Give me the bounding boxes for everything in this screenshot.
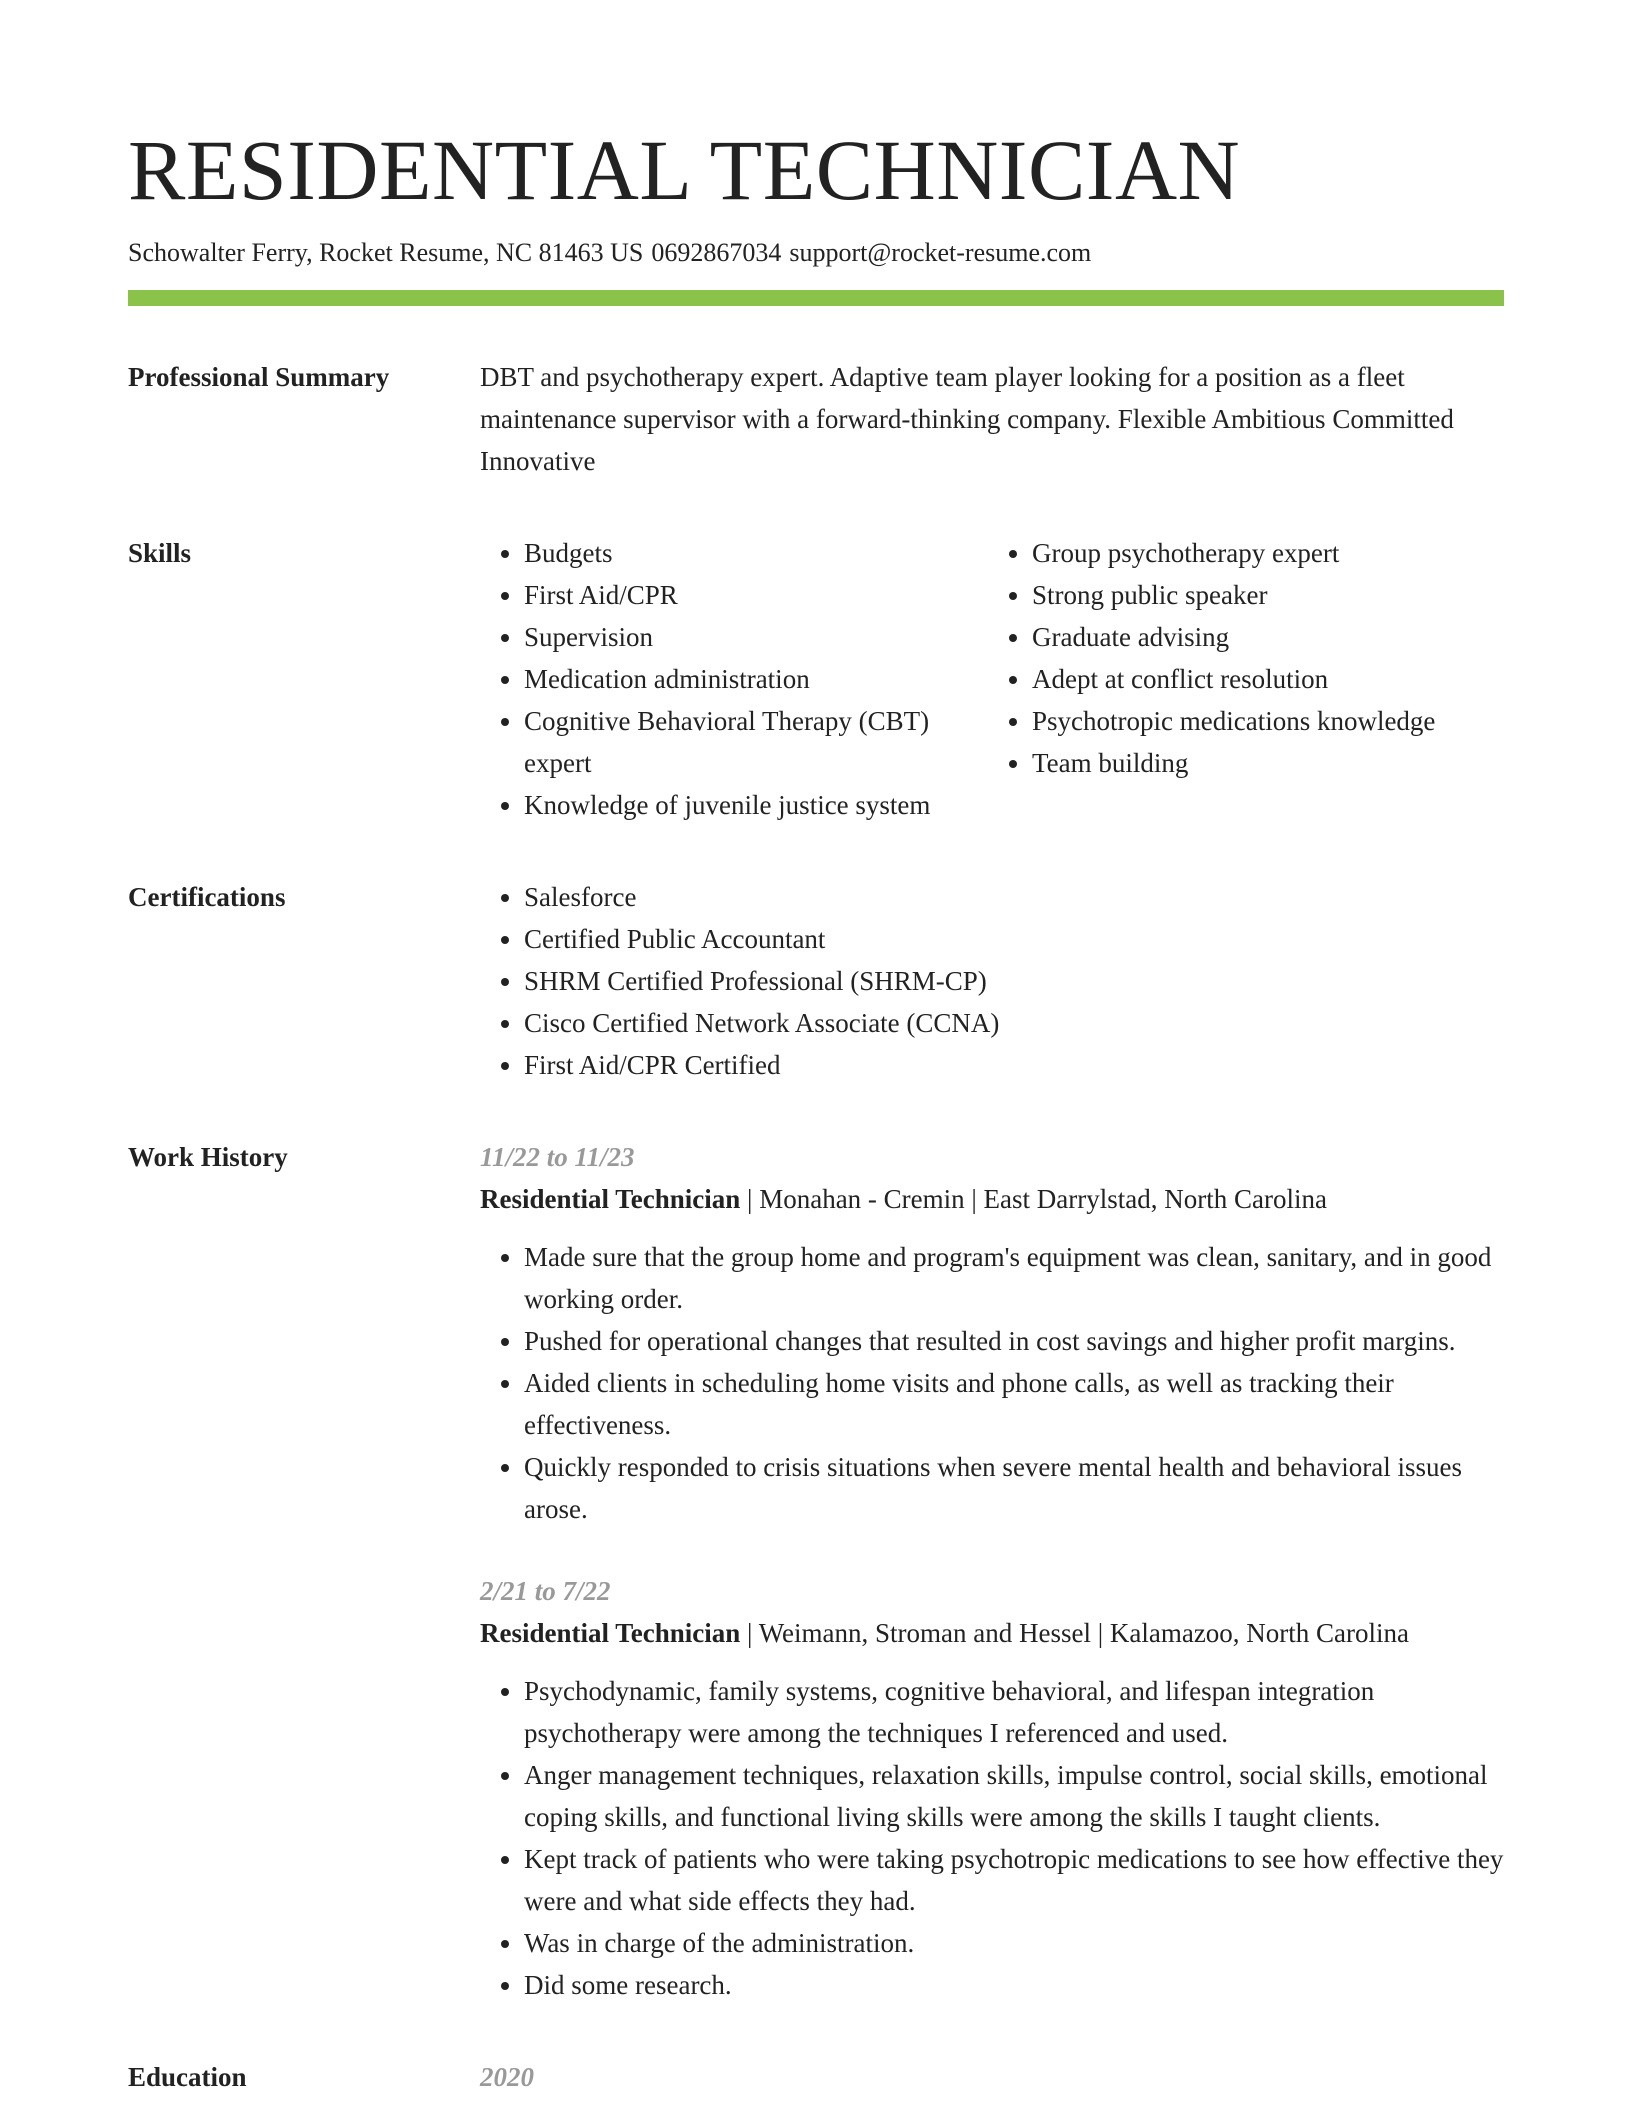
- section-certifications: [128, 876, 1504, 1086]
- skill-item: • Strong public speaker: [1032, 574, 1500, 616]
- job-dates: 2/21 to 7/22: [480, 1576, 611, 1606]
- job-bullet: • Was in charge of the administration.: [524, 1922, 1504, 1964]
- contact-address: Schowalter Ferry, Rocket Resume, NC 81463 US: [128, 238, 644, 267]
- job-bullet: • Quickly responded to crisis situations when severe mental health and behavioral issues arose.: [524, 1446, 1504, 1530]
- certification-item: • Certified Public Accountant: [524, 918, 1504, 960]
- candidate-name: RESIDENTIAL TECHNICIAN: [128, 122, 1241, 218]
- contact-line: [128, 236, 1504, 270]
- header-accent-divider: [128, 290, 1504, 306]
- summary-text: DBT and psychotherapy expert. Adaptive team player looking for a position as a fleet maintenance supervisor with a forward-thinking company. Flexible Ambitious Committed Innovative: [480, 362, 1454, 476]
- job-heading: [480, 1612, 1504, 1654]
- work-history-content: [480, 1136, 1504, 2006]
- skill-item: • Team building: [1032, 742, 1500, 784]
- section-label-work-history: Work History: [128, 1142, 288, 1172]
- job-bullet: • Aided clients in scheduling home visits and phone calls, as well as tracking their effectiveness.: [524, 1362, 1504, 1446]
- skill-item: • Cognitive Behavioral Therapy (CBT) expert: [524, 700, 984, 784]
- contact-email: support@rocket-resume.com: [789, 238, 1092, 267]
- skill-item: • Medication administration: [524, 658, 984, 700]
- section-label-skills: Skills: [128, 538, 192, 568]
- education-content: [480, 2056, 1504, 2098]
- skill-item: • First Aid/CPR: [524, 574, 984, 616]
- job-bullet: • Psychodynamic, family systems, cognitive behavioral, and lifespan integration psychotherapy were among the techniques I referenced and used.: [524, 1670, 1504, 1754]
- skill-item: • Graduate advising: [1032, 616, 1500, 658]
- skill-item: • Adept at conflict resolution: [1032, 658, 1500, 700]
- job-heading: [480, 1178, 1504, 1220]
- certification-item: • First Aid/CPR Certified: [524, 1044, 1504, 1086]
- job-bullet: • Did some research.: [524, 1964, 1504, 2006]
- certification-item: • SHRM Certified Professional (SHRM-CP): [524, 960, 1504, 1002]
- section-education: [128, 2056, 1504, 2098]
- skills-columns: [480, 532, 1504, 826]
- certification-item: • Salesforce: [524, 876, 1504, 918]
- job-entry: [480, 1136, 1504, 1530]
- section-label-summary: Professional Summary: [128, 362, 390, 392]
- job-bullets: [480, 1670, 1504, 2006]
- job-bullets: [480, 1236, 1504, 1530]
- section-professional-summary: [128, 356, 1504, 482]
- job-entry: [480, 1570, 1504, 2006]
- job-title: Residential Technician: [480, 1184, 741, 1214]
- job-employer-location: | Weimann, Stroman and Hessel | Kalamazoo, North Carolina: [740, 1618, 1410, 1648]
- job-bullet: • Kept track of patients who were taking psychotropic medications to see how effective they were and what side effects they had.: [524, 1838, 1504, 1922]
- job-employer-location: | Monahan - Cremin | East Darrylstad, North Carolina: [740, 1184, 1327, 1214]
- job-bullet: • Anger management techniques, relaxation skills, impulse control, social skills, emotional coping skills, and functional living skills were among the skills I taught clients.: [524, 1754, 1504, 1838]
- contact-phone: 0692867034: [651, 238, 782, 267]
- certifications-list: [480, 876, 1504, 1086]
- skill-item: • Knowledge of juvenile justice system: [524, 784, 984, 826]
- education-date: 2020: [480, 2062, 534, 2092]
- skill-item: • Budgets: [524, 532, 984, 574]
- skill-item: • Supervision: [524, 616, 984, 658]
- section-work-history: [128, 1136, 1504, 2006]
- certifications-content: [480, 876, 1504, 1086]
- job-bullet: • Made sure that the group home and program's equipment was clean, sanitary, and in good working order.: [524, 1236, 1504, 1320]
- job-title: Residential Technician: [480, 1618, 741, 1648]
- certification-item: • Cisco Certified Network Associate (CCNA): [524, 1002, 1504, 1044]
- section-skills: [128, 532, 1504, 826]
- section-label-education: Education: [128, 2062, 247, 2092]
- skills-list-right: [984, 532, 1500, 826]
- skill-item: • Group psychotherapy expert: [1032, 532, 1500, 574]
- section-label-certifications: Certifications: [128, 882, 286, 912]
- resume-page: [128, 0, 1504, 2098]
- job-dates: 11/22 to 11/23: [480, 1142, 635, 1172]
- skill-item: • Psychotropic medications knowledge: [1032, 700, 1500, 742]
- job-bullet: • Pushed for operational changes that resulted in cost savings and higher profit margins.: [524, 1320, 1504, 1362]
- skills-list-left: [480, 532, 984, 826]
